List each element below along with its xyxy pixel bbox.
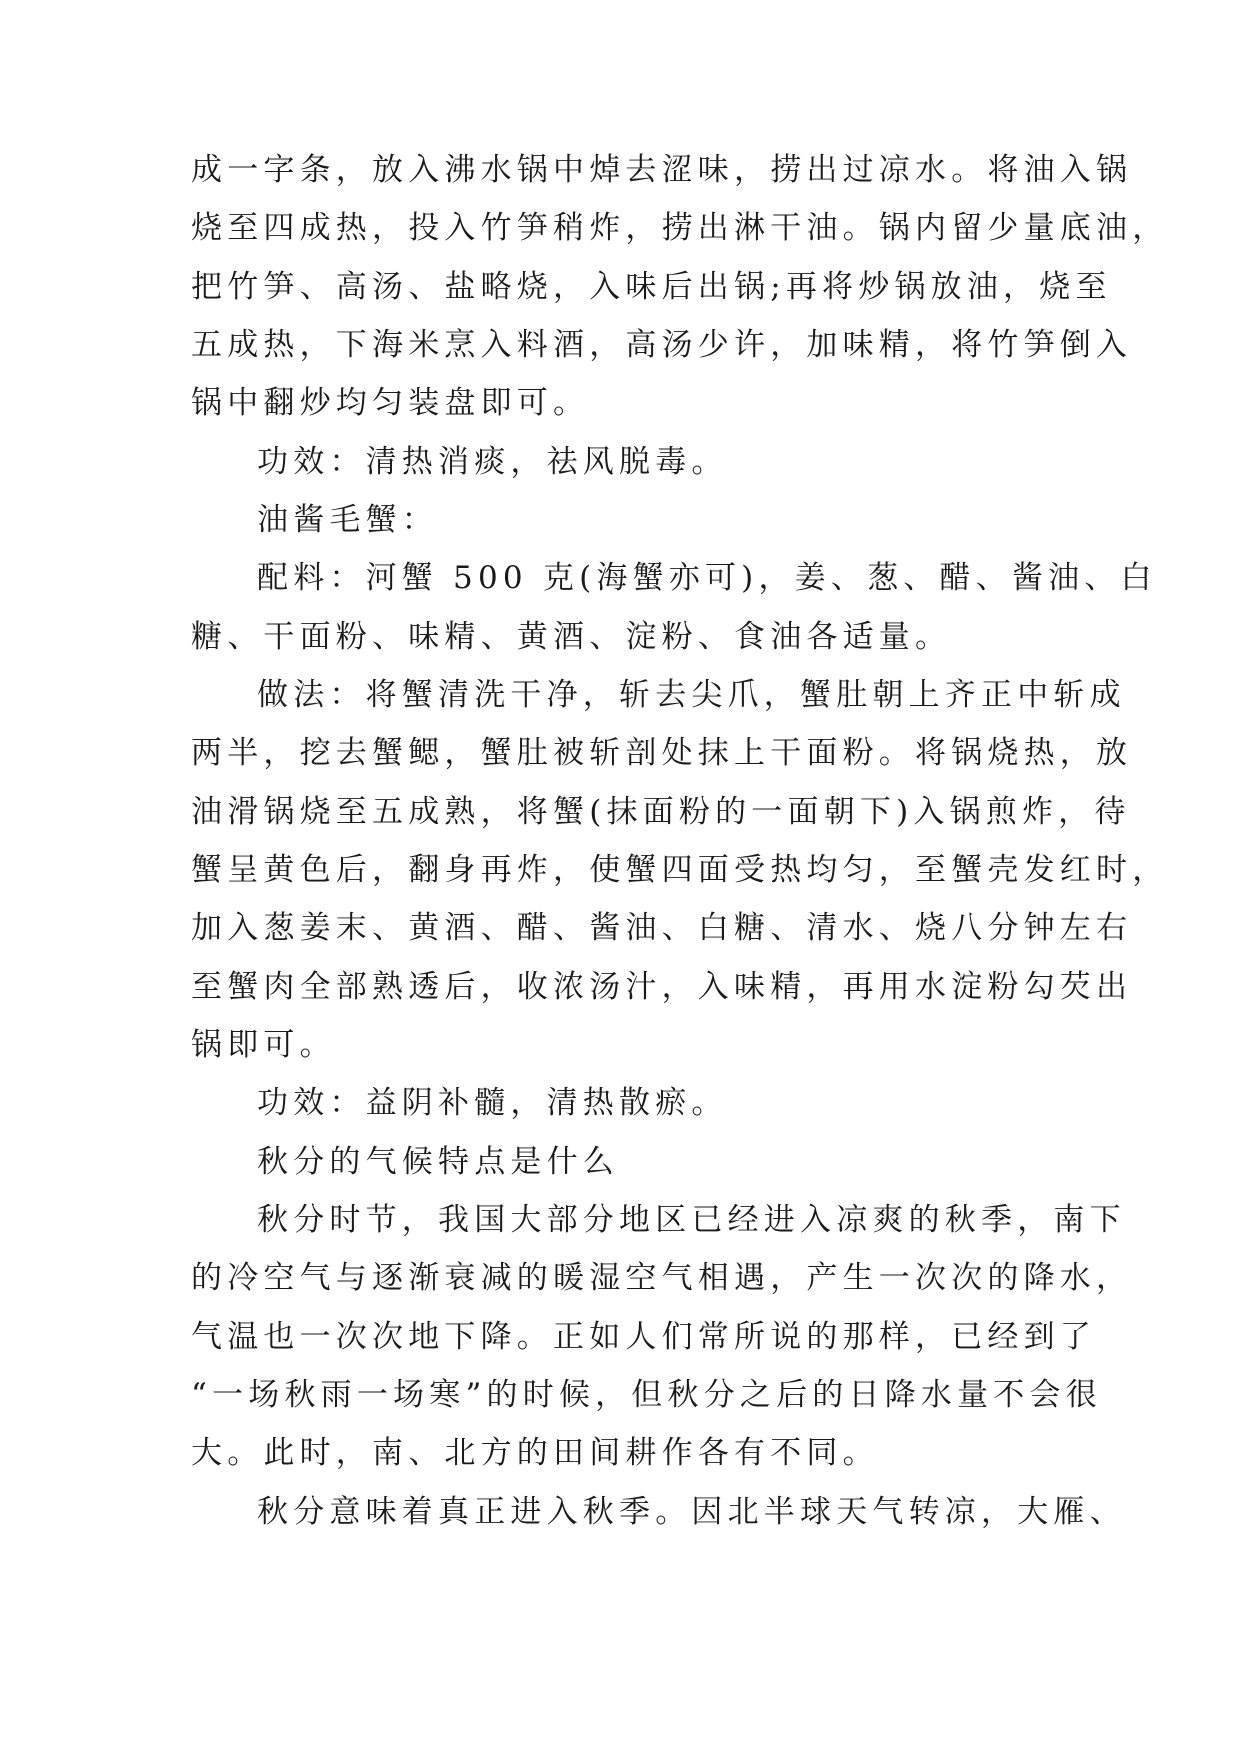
text-line: 锅中翻炒均匀装盘即可。: [191, 385, 590, 421]
text-line: 功效：益阴补髓，清热散瘀。: [257, 1085, 728, 1121]
text-line: 至蟹肉全部熟透后，收浓汤汁，入味精，再用水淀粉勾芡出: [191, 969, 1133, 1005]
section-heading: 秋分的气候特点是什么: [257, 1144, 619, 1180]
text-line: 大。此时，南、北方的田间耕作各有不同。: [191, 1435, 879, 1471]
text-line: 两半，挖去蟹鳃，蟹肚被斩剖处抹上干面粉。将锅烧热，放: [191, 735, 1133, 771]
section-heading: 油酱毛蟹：: [257, 502, 438, 538]
text-line: 秋分意味着真正进入秋季。因北半球天气转凉，大雁、: [257, 1494, 1126, 1530]
text-line: “一场秋雨一场寒”的时候，但秋分之后的日降水量不会很: [191, 1377, 1102, 1413]
text-line: 五成热，下海米烹入料酒，高汤少许，加味精，将竹笋倒入: [191, 327, 1133, 363]
text-line: 气温也一次次地下降。正如人们常所说的那样，已经到了: [191, 1319, 1096, 1355]
text-line: 把竹笋、高汤、盐略烧，入味后出锅;再将炒锅放油，烧至: [191, 269, 1112, 305]
text-line: 蟹呈黄色后，翻身再炸，使蟹四面受热均匀，至蟹壳发红时，: [191, 852, 1169, 888]
text-line: 做法：将蟹清洗干净，斩去尖爪，蟹肚朝上齐正中斩成: [257, 677, 1126, 713]
text-line: 秋分时节，我国大部分地区已经进入凉爽的秋季，南下: [257, 1202, 1126, 1238]
text-line: 糖、干面粉、味精、黄酒、淀粉、食油各适量。: [191, 619, 952, 655]
text-line: 成一字条，放入沸水锅中焯去涩味，捞出过凉水。将油入锅: [191, 152, 1133, 188]
text-line: 加入葱姜末、黄酒、醋、酱油、白糖、清水、烧八分钟左右: [191, 910, 1133, 946]
text-line: 的冷空气与逐渐衰减的暖湿空气相遇，产生一次次的降水，: [191, 1260, 1133, 1296]
text-line: 烧至四成热，投入竹笋稍炸，捞出淋干油。锅内留少量底油，: [191, 210, 1169, 246]
text-line: 配料：河蟹 500 克(海蟹亦可)，姜、葱、醋、酱油、白: [257, 560, 1157, 596]
text-line: 功效：清热消痰，祛风脱毒。: [257, 444, 728, 480]
text-line: 油滑锅烧至五成熟，将蟹(抹面粉的一面朝下)入锅煎炸，待: [191, 794, 1131, 830]
text-line: 锅即可。: [191, 1027, 336, 1063]
